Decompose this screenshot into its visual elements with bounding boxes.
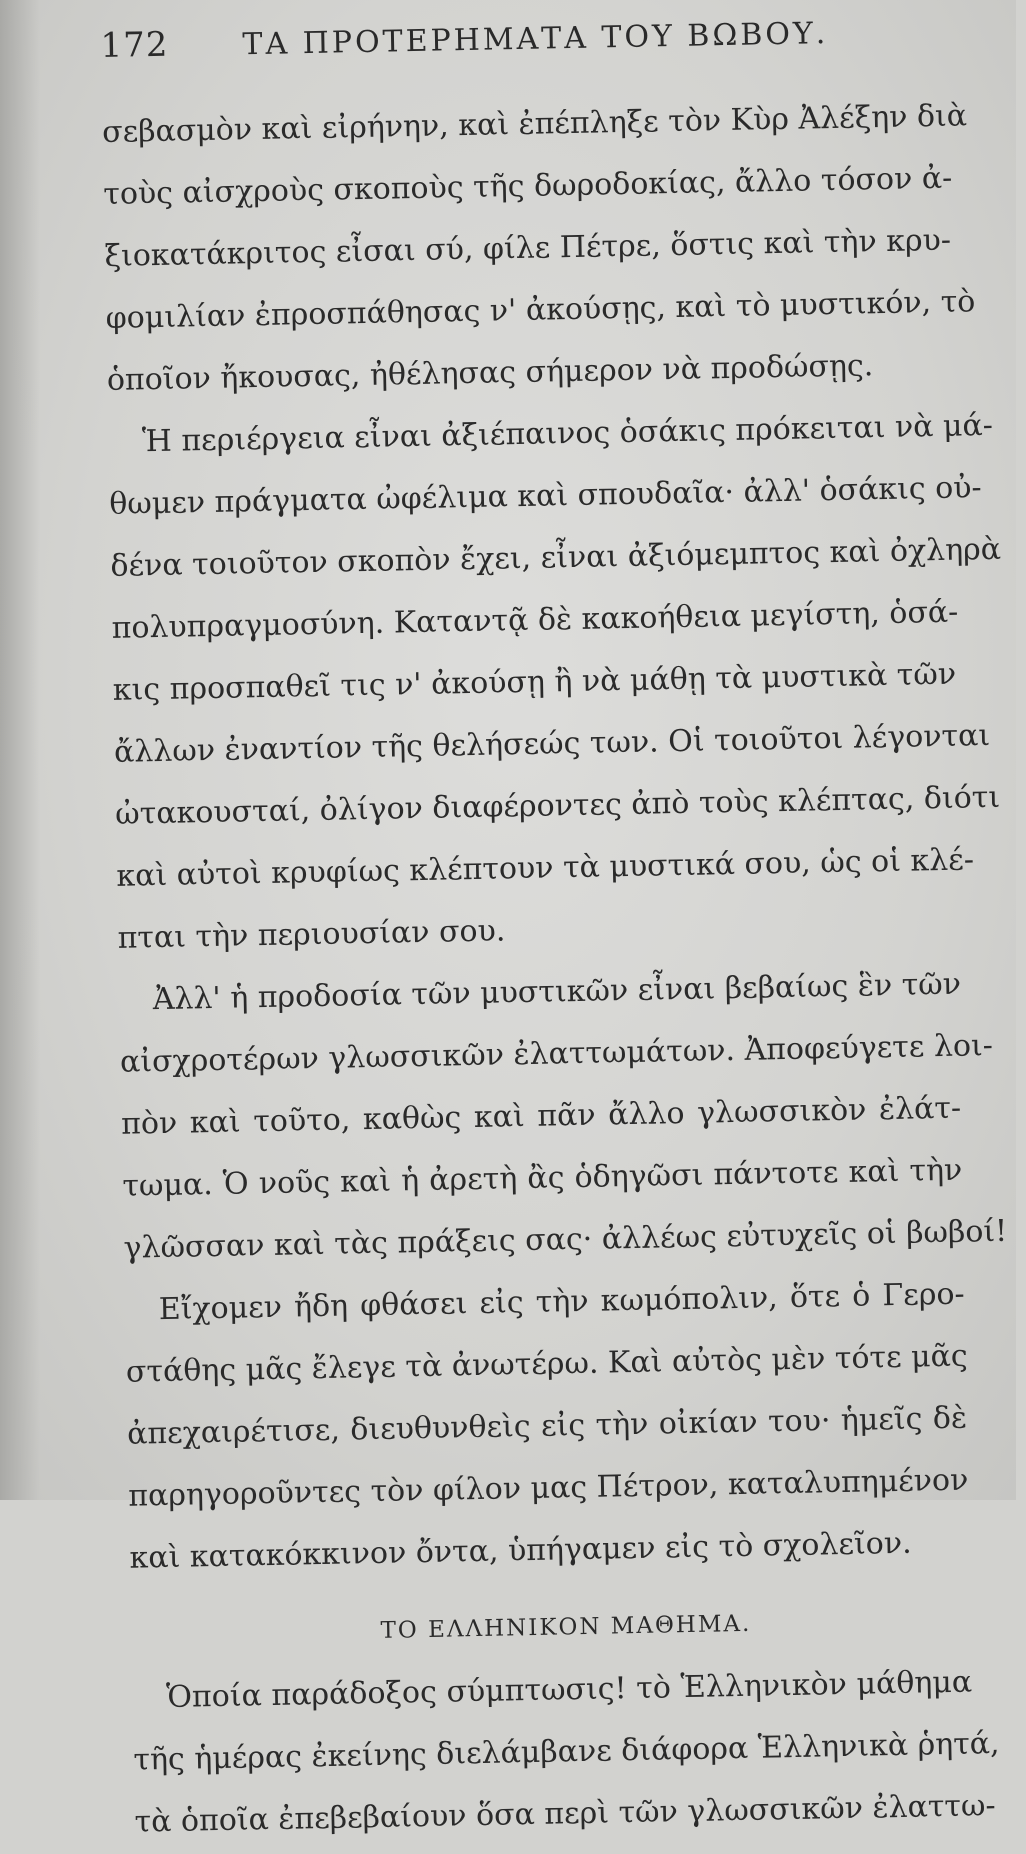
section-title: ΤΟ ΕΛΛΗΝΙΚΟΝ ΜΑΘΗΜΑ. bbox=[380, 1610, 752, 1644]
text-line: σεβασμὸν καὶ εἰρήνην, καὶ ἐπέπληξε τὸν Κὺρ Ἀλέξην διὰ bbox=[101, 98, 968, 150]
text-line: ἀπεχαιρέτισε, διευθυνθεὶς εἰς τὴν οἰκίαν του· ἡμεῖς δὲ bbox=[126, 1400, 968, 1452]
text-line: αἰσχροτέρων γλωσσικῶν ἐλαττωμάτων. Ἀποφεύγετε λοι- bbox=[119, 1028, 994, 1080]
text-line: πται τὴν περιουσίαν σου. bbox=[117, 913, 506, 956]
text-line: δένα τοιοῦτον σκοπὸν ἔχει, εἶναι ἀξιόμεμπτος καὶ ὀχληρὰ bbox=[110, 531, 1002, 584]
text-line: τωμα. Ὁ νοῦς καὶ ἡ ἀρετὴ ἂς ὁδηγῶσι πάντοτε καὶ τὴν bbox=[122, 1152, 963, 1204]
text-line: ἄλλων ἐναντίον τῆς θελήσεώς των. Οἱ τοιοῦτοι λέγονται bbox=[113, 718, 991, 770]
text-line: τὰ ὁποῖα ἐπεβεβαίουν ὅσα περὶ τῶν γλωσσικῶν ἐλαττω- bbox=[134, 1788, 996, 1840]
text-line: ξιοκατάκριτος εἶσαι σύ, φίλε Πέτρε, ὅστις καὶ τὴν κρυ- bbox=[104, 222, 952, 274]
text-line: πολυπραγμοσύνη. Καταντᾷ δὲ κακοήθεια μεγίστη, ὁσά- bbox=[111, 594, 959, 646]
text-line: τῆς ἡμέρας ἐκείνης διελάμβανε διάφορα Ἑλληνικὰ ῥητά, bbox=[133, 1726, 1000, 1778]
page-gutter-shadow bbox=[0, 0, 40, 1500]
page-number: 172 bbox=[100, 24, 169, 66]
paragraph-start-line: Ἡ περιέργεια εἶναι ἀξιέπαινος ὁσάκις πρόκειται νὰ μά- bbox=[141, 407, 994, 460]
paragraph-start-line: Ὁποία παράδοξος σύμπτωσις! τὸ Ἑλληνικὸν μάθημα bbox=[165, 1664, 973, 1716]
text-line: στάθης μᾶς ἔλεγε τὰ ἀνωτέρω. Καὶ αὐτὸς μὲν τότε μᾶς bbox=[125, 1338, 969, 1390]
text-line: καὶ αὐτοὶ κρυφίως κλέπτουν τὰ μυστικά σου, ὡς οἱ κλέ- bbox=[116, 842, 975, 894]
section-text bbox=[132, 1652, 1000, 1854]
text-line: καὶ κατακόκκινον ὄντα, ὑπήγαμεν εἰς τὸ σχολεῖον. bbox=[129, 1525, 912, 1576]
text-line: τοὺς αἰσχροὺς σκοποὺς τῆς δωροδοκίας, ἄλλο τόσον ἀ- bbox=[103, 160, 953, 212]
paragraph-start-line: Ἀλλ' ἡ προδοσία τῶν μυστικῶν εἶναι βεβαίως ἓν τῶν bbox=[152, 966, 962, 1018]
running-title: ΤΑ ΠΡΟΤΕΡΗΜΑΤΑ ΤΟΥ ΒΩΒΟΥ. bbox=[242, 16, 829, 63]
text-line: θωμεν πράγματα ὠφέλιμα καὶ σπουδαῖα· ἀλλ' ὁσάκις οὐ- bbox=[108, 470, 982, 522]
text-line: φομιλίαν ἐπροσπάθησας ν' ἀκούσῃς, καὶ τὸ μυστικόν, τὸ bbox=[105, 284, 976, 336]
text-line: παρηγοροῦντες τὸν φίλον μας Πέτρον, καταλυπημένον bbox=[128, 1462, 969, 1514]
body-text bbox=[101, 86, 1008, 1590]
page-header bbox=[100, 10, 941, 82]
text-line: πὸν καὶ τοῦτο, καθὼς καὶ πᾶν ἄλλο γλωσσικὸν ἐλάτ- bbox=[120, 1090, 962, 1142]
text-line: γλῶσσαν καὶ τὰς πράξεις σας· ἀλλέως εὐτυχεῖς οἱ βωβοί! bbox=[123, 1213, 1008, 1266]
text-line: ὠτακουσταί, ὀλίγον διαφέροντες ἀπὸ τοὺς κλέπτας, διότι bbox=[114, 779, 1001, 832]
text-line: ὁποῖον ἤκουσας, ἠθέλησας σήμερον νὰ προδώσῃς. bbox=[106, 348, 874, 398]
text-line: κις προσπαθεῖ τις ν' ἀκούσῃ ἢ νὰ μάθῃ τὰ μυστικὰ τῶν bbox=[112, 656, 957, 708]
paragraph-start-line: Εἴχομεν ἤδη φθάσει εἰς τὴν κωμόπολιν, ὅτε ὁ Γερο- bbox=[158, 1276, 965, 1328]
page-text-block bbox=[100, 4, 1008, 1854]
